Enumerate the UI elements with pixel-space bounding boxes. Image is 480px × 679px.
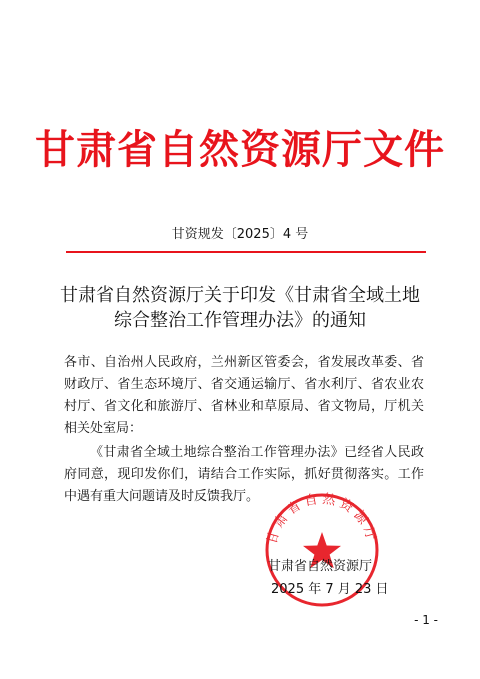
issuer-header-title: 甘肃省自然资源厅文件 bbox=[35, 127, 445, 173]
page-number: - 1 - bbox=[414, 613, 438, 627]
recipients-paragraph: 各市、自治州人民政府，兰州新区管委会，省发展改革委、省财政厅、省生态环境厅、省交通运输厅、省水利厅、省农业农村厅、省文化和旅游厅、省林业和草原局、省文物局，厅机关相关处室局： bbox=[64, 355, 424, 436]
red-separator-line bbox=[66, 251, 426, 253]
signing-date: 2025 年 7 月 23 日 bbox=[271, 582, 389, 597]
document-number: 甘资规发〔2025〕4 号 bbox=[171, 227, 309, 242]
document-title-line-1: 甘肃省自然资源厅关于印发《甘肃省全域土地 bbox=[60, 285, 420, 306]
document-title bbox=[30, 283, 450, 333]
document-title-line-2: 综合整治工作管理办法》的通知 bbox=[114, 310, 366, 331]
body-paragraph: 《甘肃省全域土地综合整治工作管理办法》已经省人民政府同意，现印发你们，请结合工作实际，抓好贯彻落实。工作中遇有重大问题请及时反馈我厅。 bbox=[64, 445, 424, 504]
seal-text: 甘肃省自然资源厅 bbox=[264, 491, 380, 547]
signing-organization: 甘肃省自然资源厅 bbox=[268, 559, 373, 574]
